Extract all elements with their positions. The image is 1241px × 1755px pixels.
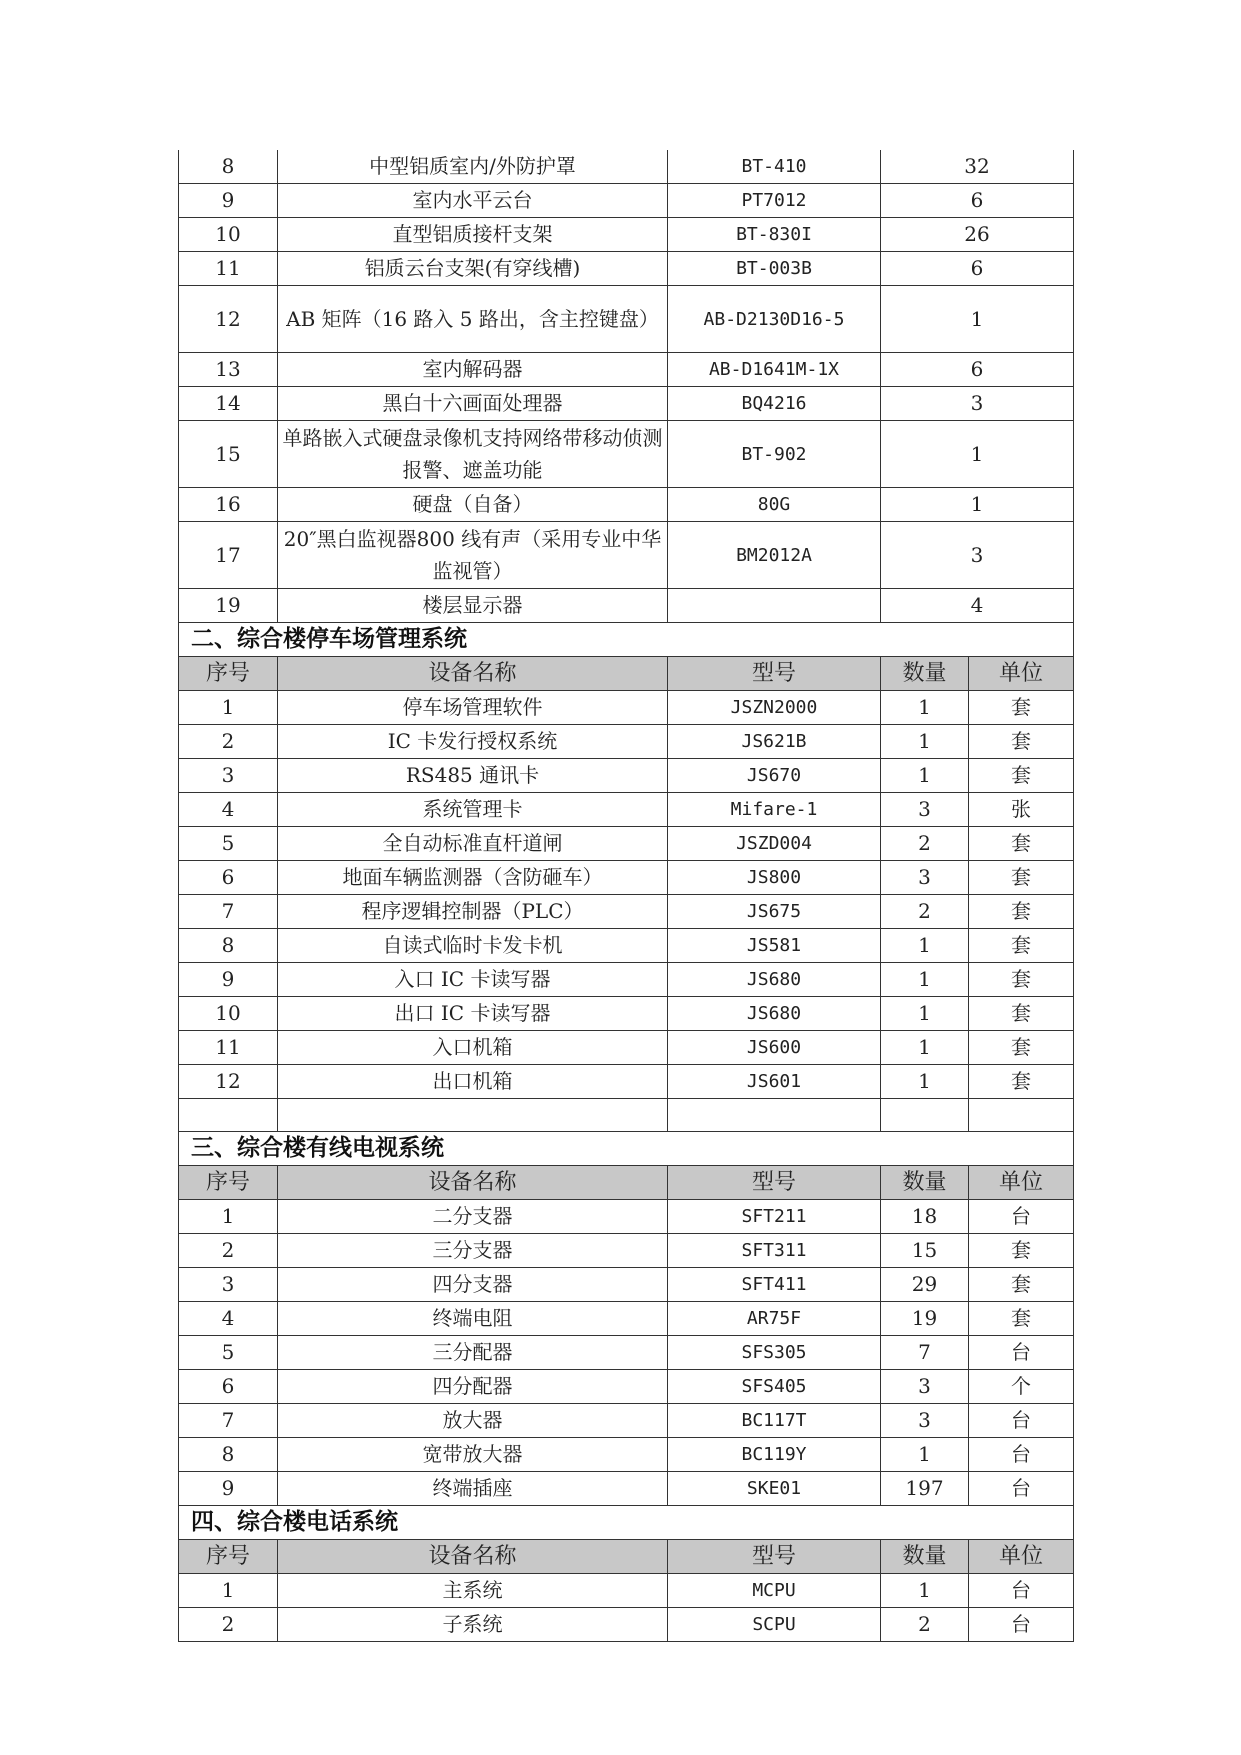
table-row [179,522,1074,589]
cell-no: 5 [179,827,278,861]
header-qty: 数量 [881,657,969,691]
table-row [179,1608,1074,1642]
cell-unit: 套 [969,861,1074,895]
cell-qty: 29 [881,1268,969,1302]
cell-unit [969,1099,1074,1132]
section-title: 三、综合楼有线电视系统 [179,1132,1074,1166]
cell-model: SCPU [668,1608,881,1642]
cell-model [668,589,881,623]
cell-name: 铝质云台支架(有穿线槽) [278,252,668,286]
cell-name: 停车场管理软件 [278,691,668,725]
cell-unit: 套 [969,1268,1074,1302]
cell-model: JS600 [668,1031,881,1065]
cell-model: JS680 [668,997,881,1031]
cell-model [668,1099,881,1132]
cell-model: BT-830I [668,218,881,252]
cell-name: 三分支器 [278,1234,668,1268]
table-row [179,1099,1074,1132]
cell-no: 8 [179,1438,278,1472]
table-row [179,691,1074,725]
cell-name: 室内水平云台 [278,184,668,218]
cell-qty: 1 [881,1065,969,1099]
cell-model: AB-D2130D16-5 [668,286,881,353]
cell-qty: 1 [881,691,969,725]
cell-name: 四分配器 [278,1370,668,1404]
cell-model: SFS305 [668,1336,881,1370]
cell-model: BQ4216 [668,387,881,421]
cell-name: 宽带放大器 [278,1438,668,1472]
cell-no: 9 [179,184,278,218]
header-no: 序号 [179,657,278,691]
header-qty: 数量 [881,1166,969,1200]
table-row [179,929,1074,963]
cell-qty: 3 [881,861,969,895]
table-row [179,963,1074,997]
cell-model: JS800 [668,861,881,895]
table-row [179,861,1074,895]
cell-unit: 套 [969,691,1074,725]
cell-name: 子系统 [278,1608,668,1642]
cell-model: JS621B [668,725,881,759]
cell-no: 7 [179,895,278,929]
cell-no: 2 [179,1608,278,1642]
cell-name: 直型铝质接杆支架 [278,218,668,252]
cell-qty: 1 [881,488,1074,522]
cell-model: JS581 [668,929,881,963]
table-row [179,353,1074,387]
cell-no: 4 [179,793,278,827]
equipment-table-body [179,150,1074,1642]
cell-name: 出口机箱 [278,1065,668,1099]
cell-no: 17 [179,522,278,589]
cell-name: 三分配器 [278,1336,668,1370]
section-title: 二、综合楼停车场管理系统 [179,623,1074,657]
cell-model: Mifare-1 [668,793,881,827]
table-row [179,488,1074,522]
header-no: 序号 [179,1540,278,1574]
cell-no: 14 [179,387,278,421]
cell-model: MCPU [668,1574,881,1608]
table-row [179,252,1074,286]
table-row [179,895,1074,929]
cell-unit: 套 [969,1065,1074,1099]
cell-no: 8 [179,929,278,963]
cell-name: 终端插座 [278,1472,668,1506]
header-unit: 单位 [969,657,1074,691]
cell-model: AR75F [668,1302,881,1336]
cell-qty: 2 [881,895,969,929]
header-no: 序号 [179,1166,278,1200]
cell-no: 1 [179,691,278,725]
cell-model: SFS405 [668,1370,881,1404]
cell-model: BC119Y [668,1438,881,1472]
cell-qty: 3 [881,522,1074,589]
cell-qty [881,1099,969,1132]
cell-unit: 套 [969,1302,1074,1336]
cell-no: 7 [179,1404,278,1438]
header-model: 型号 [668,1540,881,1574]
cell-no: 19 [179,589,278,623]
cell-no: 1 [179,1574,278,1608]
cell-no: 10 [179,997,278,1031]
cell-name: 主系统 [278,1574,668,1608]
section-title-row [179,623,1074,657]
table-header-row [179,1540,1074,1574]
cell-no: 12 [179,286,278,353]
cell-model: BC117T [668,1404,881,1438]
cell-unit: 套 [969,725,1074,759]
cell-qty: 1 [881,997,969,1031]
cell-no: 13 [179,353,278,387]
cell-qty: 6 [881,252,1074,286]
table-row [179,1234,1074,1268]
cell-no: 5 [179,1336,278,1370]
table-row [179,218,1074,252]
header-unit: 单位 [969,1166,1074,1200]
cell-name: 出口 IC 卡读写器 [278,997,668,1031]
section-title-row [179,1132,1074,1166]
cell-model: BT-902 [668,421,881,488]
cell-qty: 1 [881,963,969,997]
cell-unit: 套 [969,963,1074,997]
table-row [179,827,1074,861]
cell-no: 9 [179,963,278,997]
cell-model: JSZN2000 [668,691,881,725]
table-header-row [179,657,1074,691]
cell-unit: 张 [969,793,1074,827]
cell-qty: 2 [881,827,969,861]
cell-qty: 197 [881,1472,969,1506]
cell-name: 入口 IC 卡读写器 [278,963,668,997]
cell-unit: 台 [969,1608,1074,1642]
cell-no: 12 [179,1065,278,1099]
cell-model: JSZD004 [668,827,881,861]
header-name: 设备名称 [278,1540,668,1574]
cell-qty: 1 [881,286,1074,353]
cell-qty: 1 [881,1438,969,1472]
table-row [179,589,1074,623]
cell-model: PT7012 [668,184,881,218]
cell-name: 四分支器 [278,1268,668,1302]
cell-no: 11 [179,252,278,286]
cell-qty: 1 [881,759,969,793]
cell-qty: 19 [881,1302,969,1336]
cell-model: BT-003B [668,252,881,286]
cell-name: 地面车辆监测器（含防砸车） [278,861,668,895]
table-row [179,1031,1074,1065]
header-name: 设备名称 [278,657,668,691]
table-row [179,1302,1074,1336]
cell-name: 全自动标准直杆道闸 [278,827,668,861]
cell-no: 8 [179,150,278,184]
cell-name: AB 矩阵（16 路入 5 路出，含主控键盘） [278,286,668,353]
cell-name: 20″黑白监视器800 线有声（采用专业中华监视管） [278,522,668,589]
cell-name: 楼层显示器 [278,589,668,623]
header-model: 型号 [668,657,881,691]
cell-name: 入口机箱 [278,1031,668,1065]
cell-unit: 台 [969,1438,1074,1472]
cell-qty: 3 [881,387,1074,421]
cell-qty: 32 [881,150,1074,184]
cell-unit: 台 [969,1336,1074,1370]
cell-model: JS601 [668,1065,881,1099]
cell-qty: 3 [881,1370,969,1404]
cell-unit: 套 [969,997,1074,1031]
cell-name [278,1099,668,1132]
cell-name: 硬盘（自备） [278,488,668,522]
table-row [179,1065,1074,1099]
cell-name: RS485 通讯卡 [278,759,668,793]
cell-no [179,1099,278,1132]
table-row [179,184,1074,218]
cell-qty: 1 [881,929,969,963]
cell-qty: 15 [881,1234,969,1268]
header-qty: 数量 [881,1540,969,1574]
cell-qty: 1 [881,1031,969,1065]
cell-qty: 3 [881,1404,969,1438]
cell-name: 程序逻辑控制器（PLC） [278,895,668,929]
table-row [179,387,1074,421]
cell-unit: 套 [969,759,1074,793]
table-row [179,286,1074,353]
cell-model: JS675 [668,895,881,929]
cell-unit: 台 [969,1404,1074,1438]
cell-no: 1 [179,1200,278,1234]
table-row [179,1268,1074,1302]
header-model: 型号 [668,1166,881,1200]
cell-qty: 18 [881,1200,969,1234]
cell-name: 系统管理卡 [278,793,668,827]
cell-name: 自读式临时卡发卡机 [278,929,668,963]
cell-name: 室内解码器 [278,353,668,387]
cell-qty: 26 [881,218,1074,252]
cell-qty: 2 [881,1608,969,1642]
cell-name: 单路嵌入式硬盘录像机支持网络带移动侦测报警、遮盖功能 [278,421,668,488]
cell-name: 黑白十六画面处理器 [278,387,668,421]
cell-qty: 1 [881,421,1074,488]
cell-no: 10 [179,218,278,252]
cell-unit: 台 [969,1574,1074,1608]
table-row [179,1200,1074,1234]
table-row [179,1370,1074,1404]
cell-model: BT-410 [668,150,881,184]
cell-model: AB-D1641M-1X [668,353,881,387]
cell-qty: 6 [881,353,1074,387]
cell-model: 80G [668,488,881,522]
table-row [179,1404,1074,1438]
cell-qty: 4 [881,589,1074,623]
cell-model: SFT411 [668,1268,881,1302]
section-title: 四、综合楼电话系统 [179,1506,1074,1540]
cell-unit: 套 [969,1031,1074,1065]
table-row [179,1336,1074,1370]
cell-unit: 套 [969,929,1074,963]
cell-model: SKE01 [668,1472,881,1506]
cell-unit: 套 [969,895,1074,929]
cell-name: 中型铝质室内/外防护罩 [278,150,668,184]
cell-unit: 台 [969,1472,1074,1506]
equipment-table [178,150,1074,1642]
header-name: 设备名称 [278,1166,668,1200]
cell-unit: 台 [969,1200,1074,1234]
header-unit: 单位 [969,1540,1074,1574]
cell-no: 6 [179,1370,278,1404]
cell-unit: 个 [969,1370,1074,1404]
cell-no: 3 [179,759,278,793]
cell-unit: 套 [969,827,1074,861]
cell-no: 15 [179,421,278,488]
cell-no: 6 [179,861,278,895]
cell-no: 2 [179,1234,278,1268]
cell-name: 终端电阻 [278,1302,668,1336]
cell-model: JS680 [668,963,881,997]
cell-no: 4 [179,1302,278,1336]
table-row [179,725,1074,759]
table-row [179,1574,1074,1608]
cell-name: IC 卡发行授权系统 [278,725,668,759]
cell-qty: 6 [881,184,1074,218]
cell-qty: 1 [881,1574,969,1608]
cell-qty: 3 [881,793,969,827]
table-row [179,997,1074,1031]
cell-model: SFT211 [668,1200,881,1234]
cell-no: 2 [179,725,278,759]
table-header-row [179,1166,1074,1200]
cell-model: SFT311 [668,1234,881,1268]
table-row [179,421,1074,488]
cell-unit: 套 [969,1234,1074,1268]
cell-model: BM2012A [668,522,881,589]
cell-qty: 7 [881,1336,969,1370]
cell-name: 二分支器 [278,1200,668,1234]
cell-no: 11 [179,1031,278,1065]
cell-qty: 1 [881,725,969,759]
cell-no: 16 [179,488,278,522]
cell-name: 放大器 [278,1404,668,1438]
section-title-row [179,1506,1074,1540]
table-row [179,150,1074,184]
table-row [179,759,1074,793]
table-row [179,1472,1074,1506]
table-row [179,793,1074,827]
cell-no: 3 [179,1268,278,1302]
table-row [179,1438,1074,1472]
cell-model: JS670 [668,759,881,793]
cell-no: 9 [179,1472,278,1506]
